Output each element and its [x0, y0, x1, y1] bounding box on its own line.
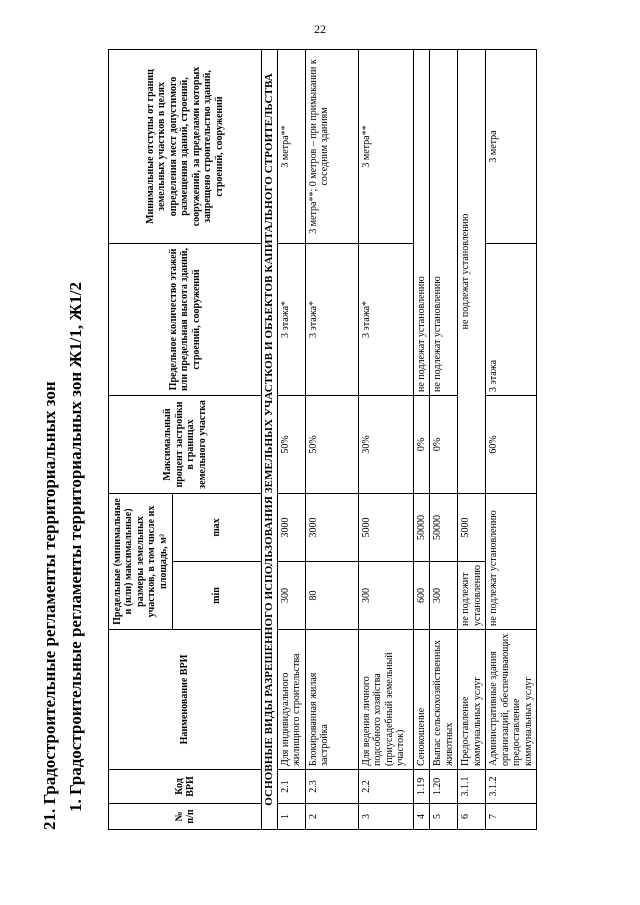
cell-max: 5000	[358, 493, 413, 561]
cell-percent: 0%	[413, 395, 430, 493]
table-row	[486, 49, 537, 829]
cell-not-established: не подлежат установлению	[413, 49, 430, 395]
header-percent: Максимальный процент застройки в границах земельного участка	[109, 395, 262, 493]
cell-num: 2	[305, 804, 358, 830]
cell-code: 3.1.1	[458, 770, 486, 804]
cell-num: 4	[413, 804, 430, 830]
cell-code: 2.1	[277, 770, 305, 804]
cell-setback: 3 метра**; 0 метров – при примыкании к соседним зданиям	[305, 49, 358, 243]
header-min: min	[173, 562, 262, 630]
cell-percent: 60%	[486, 395, 537, 493]
cell-floors: 3 этажа*	[305, 243, 358, 395]
cell-max: 3000	[277, 493, 305, 561]
cell-max: 5000	[458, 493, 486, 561]
header-max: max	[173, 493, 262, 561]
cell-name: Предоставление коммунальных услуг	[458, 630, 486, 770]
section-title: ОСНОВНЫЕ ВИДЫ РАЗРЕШЕННОГО ИСПОЛЬЗОВАНИЯ ЗЕМЕЛЬНЫХ УЧАСТКОВ И ОБЪЕКТОВ КАПИТАЛЬНОГО СТРОИТЕЛЬСТВА	[262, 49, 278, 829]
table-row	[430, 49, 458, 829]
header-name: Наименование ВРИ	[109, 630, 262, 770]
cell-min-max: не подлежат установлению	[486, 493, 537, 629]
table-row	[413, 49, 430, 829]
section-heading: 21. Градостроительные регламенты территориальных зон	[40, 381, 59, 830]
cell-num: 7	[486, 804, 537, 830]
cell-setback: 3 метра	[486, 49, 537, 243]
table-row	[305, 49, 358, 829]
rotated-page	[40, 50, 600, 830]
cell-num: 5	[430, 804, 458, 830]
header-area: Предельные (минимальные и (или) максимальные) размеры земельных участков, в том числе их площадь, м²	[109, 493, 173, 629]
cell-min: 80	[305, 562, 358, 630]
cell-not-established: не подлежат установлению	[430, 49, 458, 395]
cell-floors: 3 этажа	[486, 243, 537, 395]
cell-percent: 30%	[358, 395, 413, 493]
cell-code: 1.19	[413, 770, 430, 804]
header-code: Код ВРИ	[109, 770, 262, 804]
table-row	[277, 49, 305, 829]
cell-setback: 3 метра**	[358, 49, 413, 243]
cell-min: 300	[358, 562, 413, 630]
cell-min: 300	[277, 562, 305, 630]
cell-max: 50000	[430, 493, 458, 561]
cell-floors: 3 этажа*	[277, 243, 305, 395]
cell-percent: 50%	[305, 395, 358, 493]
regulations-table	[108, 49, 537, 830]
cell-min: не подлежит установлению	[458, 562, 486, 630]
section-row	[262, 49, 278, 829]
table-header-row	[109, 49, 173, 829]
cell-code: 1.20	[430, 770, 458, 804]
cell-name: Блокированная жилая застройка	[305, 630, 358, 770]
cell-name: Для индивидуального жилищного строительства	[277, 630, 305, 770]
cell-code: 2.3	[305, 770, 358, 804]
cell-code: 3.1.2	[486, 770, 537, 804]
header-setback: Минимальные отступы от границ земельных участков в целях определения мест допустимого размещения зданий, строений, сооружений, за пределами которых запрещено строительство зданий, строений, сооружений	[109, 49, 262, 243]
cell-code: 2.2	[358, 770, 413, 804]
page-number: 22	[314, 22, 326, 36]
cell-percent: 50%	[277, 395, 305, 493]
cell-name: Для ведения личного подсобного хозяйства (приусадебный земельный участок)	[358, 630, 413, 770]
header-num: № п/п	[109, 804, 262, 830]
table-row	[358, 49, 413, 829]
header-floors: Предельное количество этажей или предельная высота зданий, строений, сооружений	[109, 243, 262, 395]
cell-max: 50000	[413, 493, 430, 561]
cell-percent: 0%	[430, 395, 458, 493]
cell-name: Административные здания организаций, обеспечивающих предоставление коммунальных услуг	[486, 630, 537, 770]
cell-name: Выпас сельскохозяйственных животных	[430, 630, 458, 770]
cell-min: 600	[413, 562, 430, 630]
cell-not-established: не подлежат установлению	[458, 49, 486, 493]
subsection-heading: 1. Градостроительные регламенты территориальных зон Ж1/1, Ж1/2	[66, 282, 85, 812]
cell-setback: 3 метра**	[277, 49, 305, 243]
cell-num: 1	[277, 804, 305, 830]
cell-num: 6	[458, 804, 486, 830]
cell-min: 300	[430, 562, 458, 630]
cell-name: Сенокошение	[413, 630, 430, 770]
cell-max: 3000	[305, 493, 358, 561]
cell-num: 3	[358, 804, 413, 830]
table-row	[458, 49, 486, 829]
cell-floors: 3 этажа*	[358, 243, 413, 395]
